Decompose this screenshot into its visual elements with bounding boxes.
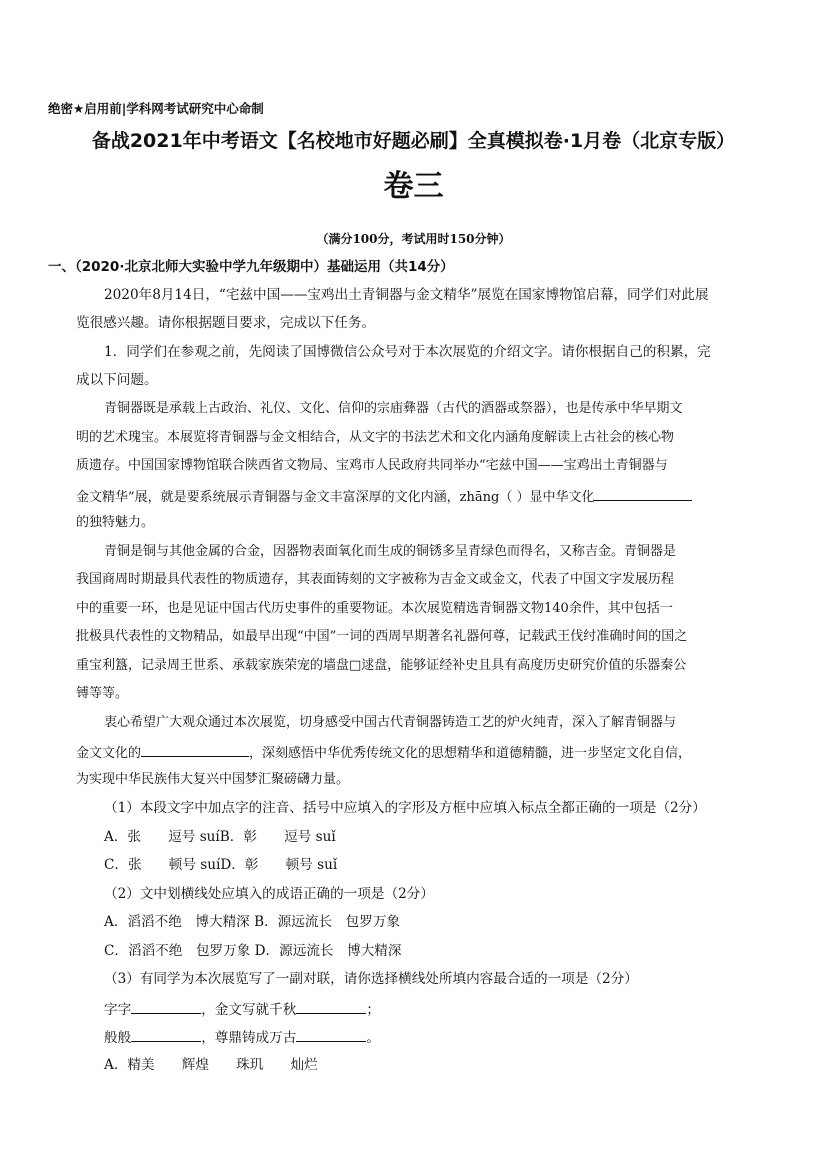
couplet-text: 。	[366, 1030, 380, 1046]
passage-line: 明的艺术瑰宝。本展览将青铜器与金文相结合，从文字的书法艺术和文化内涵角度解读上古社会的核心物	[76, 430, 675, 445]
passage-line: 的独特魅力。	[76, 515, 155, 530]
couplet-line	[104, 999, 380, 1019]
score-note: （满分100分，考试用时150分钟）	[316, 232, 511, 246]
passage-line: 中的重要一环，也是见证中国古代历史事件的重要物证。本次展览精选青铜器文物140余件，其中包括一	[76, 601, 673, 616]
fill-blank[interactable]	[594, 486, 692, 501]
section-heading: 一、（2020·北京北师大实验中学九年级期中）基础运用（共14分）	[48, 259, 454, 275]
couplet-text: ；	[366, 1002, 380, 1018]
exam-subtitle: 卷三	[383, 169, 444, 204]
passage-line: 为实现中华民族伟大复兴中国梦汇聚磅礴力量。	[76, 772, 350, 787]
passage-line: 批极具代表性的文物精品，如最早出现“中国”一词的西周早期著名礼器何尊，记载武王伐纣准确时间的国之	[76, 629, 688, 644]
intro-line: 览很感兴趣。请你根据题目要求，完成以下任务。	[76, 315, 376, 331]
passage-line: 我国商周时期最具代表性的物质遗存，其表面铸刻的文字被称为吉金文或金文，代表了中国文字发展历程	[76, 572, 675, 587]
fill-blank[interactable]	[131, 1027, 201, 1042]
passage-line: 重宝利簋，记录周王世系、承载家族荣宠的墙盘□逑盘，能够证经补史且具有高度历史研究价值的乐器秦公	[76, 658, 687, 673]
fill-blank[interactable]	[296, 999, 366, 1014]
confidential-label: 绝密★启用前|学科网考试研究中心命制	[48, 101, 264, 116]
passage-line: 青铜器既是承载上古政治、礼仪、文化、信仰的宗庙彝器（古代的酒器或祭器），也是传承中华早期文	[104, 401, 683, 416]
passage-text: ，深刻感悟中华优秀传统文化的思想精华和道德精髓，进一步坚定文化自信，	[249, 746, 692, 761]
subquestion-2-options: A．滔滔不绝 博大精深 B．源远流长 包罗万象	[104, 914, 401, 930]
fill-blank[interactable]	[296, 1027, 366, 1042]
passage-text: 金文文化的	[76, 746, 142, 761]
passage-line	[76, 742, 691, 763]
passage-line: 衷心希望广大观众通过本次展览，切身感受中国古代青铜器铸造工艺的炉火纯青，深入了解青铜器与	[104, 715, 677, 730]
couplet-text: ，金文写就千秋	[201, 1002, 297, 1018]
question-1-stem: 1．同学们在参观之前，先阅读了国博微信公众号对于本次展览的介绍文字。请你根据自己的积累，完	[104, 344, 711, 360]
couplet-line	[104, 1027, 380, 1047]
subquestion-2-stem: （2）文中划横线处应填入的成语正确的一项是（2分）	[104, 886, 434, 902]
couplet-text: 字字	[104, 1002, 132, 1018]
couplet-text: 般般	[104, 1030, 132, 1046]
question-1-stem: 成以下问题。	[76, 372, 158, 388]
subquestion-2-options: C．滔滔不绝 包罗万象 D．源远流长 博大精深	[104, 943, 402, 959]
intro-line: 2020年8月14日，“宅兹中国——宝鸡出土青铜器与金文精华”展览在国家博物馆启幕，同学们对此展	[104, 287, 709, 303]
passage-text: 金文精华”展，就是要系统展示青铜器与金文丰富深厚的文化内涵，zhāng（ ）显中华文化	[76, 490, 595, 505]
passage-line: 镈等等。	[76, 686, 129, 701]
passage-line: 质遗存。中国国家博物馆联合陕西省文物局、宝鸡市人民政府共同举办“宅兹中国——宝鸡出土青铜器与	[76, 458, 668, 473]
fill-blank[interactable]	[141, 742, 249, 757]
subquestion-3-option-a: A．精美 辉煌 珠玑 灿烂	[104, 1057, 318, 1073]
passage-line	[76, 486, 692, 507]
exam-title: 备战2021年中考语文【名校地市好题必刷】全真模拟卷·1月卷（北京专版）	[91, 130, 736, 152]
passage-line: 青铜是铜与其他金属的合金，因器物表面氧化而生成的铜锈多呈青绿色而得名，又称吉金。青铜器是	[104, 544, 677, 559]
subquestion-1-stem: （1）本段文字中加点字的注音、括号中应填入的字形及方框中应填入标点全都正确的一项是（2分）	[104, 800, 706, 816]
couplet-text: ，尊鼎铸成万古	[201, 1030, 297, 1046]
subquestion-3-stem: （3）有同学为本次展览写了一副对联，请你选择横线处所填内容最合适的一项是（2分）	[104, 971, 638, 987]
subquestion-1-options: A．张 逗号 suíB．彰 逗号 suǐ	[104, 829, 336, 845]
fill-blank[interactable]	[131, 999, 201, 1014]
subquestion-1-options: C．张 顿号 suíD．彰 顿号 suǐ	[104, 857, 338, 873]
